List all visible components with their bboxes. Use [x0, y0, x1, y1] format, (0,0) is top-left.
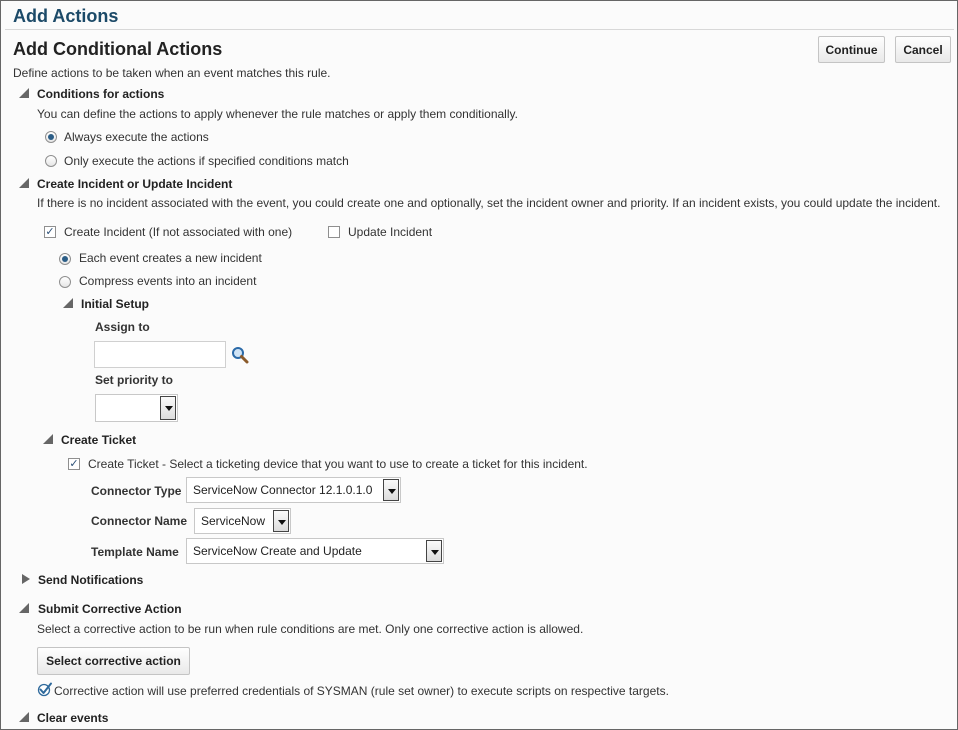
connector-type-value: ServiceNow Connector 12.1.0.1.0 — [193, 483, 373, 497]
create-incident-label: Create Incident (If not associated with one) — [64, 225, 293, 239]
dropdown-arrow-icon[interactable] — [160, 396, 176, 420]
always-execute-radio[interactable] — [45, 131, 57, 143]
dropdown-arrow-icon[interactable] — [273, 510, 289, 532]
dropdown-arrow-icon[interactable] — [383, 479, 399, 501]
connector-type-select[interactable] — [186, 477, 401, 503]
assign-to-label: Assign to — [95, 320, 150, 334]
conditional-execute-radio[interactable] — [45, 155, 57, 167]
incident-description: If there is no incident associated with the event, you could create one and optionally, set the incident owner and priority. If an incident exists, you could update the incident. — [37, 196, 941, 210]
incident-header[interactable]: Create Incident or Update Incident — [37, 177, 233, 191]
template-name-select[interactable] — [186, 538, 444, 564]
always-execute-label: Always execute the actions — [64, 130, 209, 144]
initial-setup-expanded-icon[interactable] — [63, 298, 73, 308]
notifications-collapsed-icon[interactable] — [22, 574, 30, 584]
clear-events-header[interactable]: Clear events — [37, 711, 109, 725]
clear-events-expanded-icon[interactable] — [19, 712, 29, 722]
template-name-label: Template Name — [91, 545, 179, 559]
new-incident-label: Each event creates a new incident — [79, 251, 262, 265]
corrective-note: Corrective action will use preferred credentials of SYSMAN (rule set owner) to execute scripts on respective targets. — [54, 684, 669, 698]
window-title: Add Actions — [13, 6, 119, 26]
corrective-description: Select a corrective action to be run when rule conditions are met. Only one corrective action is allowed. — [37, 622, 584, 636]
search-icon[interactable] — [231, 346, 249, 364]
corrective-header[interactable]: Submit Corrective Action — [38, 602, 182, 616]
page-description: Define actions to be taken when an event matches this rule. — [13, 66, 331, 80]
page-title: Add Conditional Actions — [13, 39, 223, 59]
connector-type-label: Connector Type — [91, 484, 182, 498]
ticket-expanded-icon[interactable] — [43, 434, 53, 444]
incident-expanded-icon[interactable] — [19, 178, 29, 188]
initial-setup-header[interactable]: Initial Setup — [81, 297, 150, 311]
priority-select[interactable] — [95, 394, 178, 422]
create-ticket-checkbox[interactable]: ✓ — [69, 458, 79, 470]
select-corrective-action-button[interactable]: Select corrective action — [37, 647, 190, 675]
continue-button[interactable]: Continue — [818, 36, 885, 63]
connector-name-select[interactable] — [194, 508, 291, 534]
assign-to-input[interactable] — [94, 341, 226, 368]
conditional-execute-label: Only execute the actions if specified conditions match — [64, 154, 349, 168]
update-incident-label: Update Incident — [348, 225, 433, 239]
conditions-header[interactable]: Conditions for actions — [37, 87, 165, 101]
notifications-header[interactable]: Send Notifications — [38, 573, 144, 587]
new-incident-radio[interactable] — [59, 253, 71, 265]
update-incident-checkbox[interactable] — [328, 226, 340, 238]
cancel-button[interactable]: Cancel — [895, 36, 951, 63]
dropdown-arrow-icon[interactable] — [426, 540, 442, 562]
corrective-expanded-icon[interactable] — [19, 603, 29, 613]
title-divider — [5, 29, 954, 30]
connector-name-label: Connector Name — [91, 514, 188, 528]
connector-name-value: ServiceNow — [201, 514, 266, 528]
compress-events-label: Compress events into an incident — [79, 274, 257, 288]
check-circle-icon — [37, 681, 53, 697]
conditions-expanded-icon[interactable] — [19, 88, 29, 98]
compress-events-radio[interactable] — [59, 276, 71, 288]
create-incident-checkbox[interactable]: ✓ — [45, 226, 55, 238]
ticket-header[interactable]: Create Ticket — [61, 433, 137, 447]
conditions-description: You can define the actions to apply whenever the rule matches or apply them conditionally. — [37, 107, 518, 121]
template-name-value: ServiceNow Create and Update — [193, 544, 362, 558]
set-priority-label: Set priority to — [95, 373, 174, 387]
create-ticket-label: Create Ticket - Select a ticketing device that you want to use to create a ticket for this incident. — [88, 457, 588, 471]
